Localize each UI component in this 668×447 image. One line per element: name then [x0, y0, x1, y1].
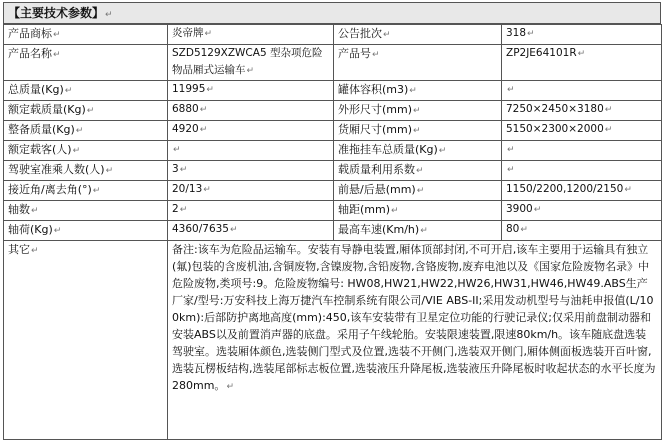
table-row [4, 141, 662, 161]
paragraph-mark-icon: ↵ [75, 126, 84, 136]
table-row-other [4, 241, 662, 440]
spec-label-cell [4, 141, 168, 161]
paragraph-mark-icon: ↵ [372, 50, 380, 60]
paragraph-mark-icon: ↵ [53, 50, 61, 60]
spec-label: 产品名称 [8, 47, 52, 60]
spec-value-cell [168, 101, 334, 121]
spec-value: 5150×2300×2000 [506, 123, 604, 135]
spec-label-cell [334, 81, 502, 101]
paragraph-mark-icon: ↵ [604, 105, 613, 115]
spec-label: 轴距(mm) [338, 203, 391, 216]
paragraph-mark-icon: ↵ [86, 106, 95, 116]
spec-value: 7250×2450×3180 [506, 103, 604, 115]
paragraph-mark-icon: ↵ [173, 145, 181, 155]
spec-value-cell [502, 45, 662, 81]
paragraph-mark-icon: ↵ [204, 29, 213, 39]
spec-value-cell [168, 221, 334, 241]
section-header [3, 2, 661, 24]
spec-value: 80 [506, 223, 520, 235]
table-row [4, 121, 662, 141]
paragraph-mark-icon: ↵ [226, 382, 234, 392]
spec-value: 1150/2200,1200/2150 [506, 183, 624, 195]
paragraph-mark-icon: ↵ [105, 166, 114, 176]
table-row [4, 45, 662, 81]
spec-value: 4920 [172, 123, 199, 135]
table-row [4, 181, 662, 201]
spec-label-cell [334, 45, 502, 81]
spec-value-cell [502, 221, 662, 241]
spec-label-cell [4, 201, 168, 221]
spec-value-cell [502, 101, 662, 121]
spec-label-cell [4, 45, 168, 81]
paragraph-mark-icon: ↵ [64, 86, 73, 96]
paragraph-mark-icon: ↵ [246, 66, 255, 76]
paragraph-mark-icon: ↵ [383, 30, 391, 40]
spec-label: 载质量利用系数 [338, 163, 415, 176]
paragraph-mark-icon: ↵ [420, 226, 428, 236]
spec-value: 2 [172, 203, 179, 215]
spec-label-cell [4, 121, 168, 141]
spec-label-cell [4, 181, 168, 201]
section-title: 【主要技术参数】 [8, 6, 105, 20]
paragraph-mark-icon: ↵ [507, 85, 515, 95]
spec-label-cell [334, 121, 502, 141]
paragraph-mark-icon: ↵ [53, 30, 61, 40]
spec-value-cell [168, 121, 334, 141]
spec-label: 接近角/离去角(°) [8, 183, 92, 196]
spec-label-cell [4, 221, 168, 241]
spec-label: 驾驶室准乘人数(人) [8, 163, 105, 176]
spec-value-cell [502, 141, 662, 161]
spec-value: 炎帝牌 [172, 27, 204, 39]
spec-label: 前悬/后悬(mm) [338, 183, 416, 196]
spec-label-cell [334, 181, 502, 201]
spec-label: 公告批次 [338, 27, 382, 40]
table-row [4, 101, 662, 121]
spec-value-cell [502, 201, 662, 221]
paragraph-mark-icon: ↵ [179, 165, 188, 175]
spec-label-cell [334, 141, 502, 161]
paragraph-mark-icon: ↵ [92, 186, 101, 196]
table-row [4, 161, 662, 181]
spec-label: 轴数 [8, 203, 30, 216]
spec-value: 11995 [172, 83, 206, 95]
paragraph-mark-icon: ↵ [179, 205, 188, 215]
spec-value-cell [502, 81, 662, 101]
spec-label: 货厢尺寸(mm) [338, 123, 413, 136]
spec-value: 20/13 [172, 183, 203, 195]
spec-label: 轴荷(Kg) [8, 223, 53, 236]
table-row [4, 221, 662, 241]
spec-value: ZP2JE64101R [506, 47, 577, 59]
spec-label-cell [4, 81, 168, 101]
paragraph-mark-icon: ↵ [416, 166, 424, 176]
paragraph-mark-icon: ↵ [53, 226, 62, 236]
spec-value-cell [168, 181, 334, 201]
spec-value-cell [502, 121, 662, 141]
spec-value-cell [168, 81, 334, 101]
spec-value: 3900 [506, 203, 533, 215]
spec-value: 6880 [172, 103, 199, 115]
paragraph-mark-icon: ↵ [409, 86, 417, 96]
paragraph-mark-icon: ↵ [391, 206, 399, 216]
paragraph-mark-icon: ↵ [229, 225, 238, 235]
spec-label-cell [334, 25, 502, 45]
spec-label: 额定载质量(Kg) [8, 103, 86, 116]
paragraph-mark-icon: ↵ [199, 125, 208, 135]
paragraph-mark-icon: ↵ [72, 146, 81, 156]
paragraph-mark-icon: ↵ [199, 105, 208, 115]
spec-label-cell [334, 161, 502, 181]
paragraph-mark-icon: ↵ [413, 126, 421, 136]
spec-value-cell [168, 161, 334, 181]
paragraph-mark-icon: ↵ [203, 185, 211, 195]
table-row [4, 81, 662, 101]
spec-value-cell [502, 25, 662, 45]
table-row [4, 25, 662, 45]
other-label-cell: 其它↵ [4, 241, 168, 440]
spec-table [3, 24, 662, 440]
paragraph-mark-icon: ↵ [31, 246, 39, 256]
spec-value-cell [168, 25, 334, 45]
other-notes-cell [168, 241, 662, 440]
spec-label: 罐体容积(m3) [338, 83, 409, 96]
paragraph-mark-icon: ↵ [577, 49, 586, 59]
spec-value: SZD5129XZWCA5 型杂项危险物品厢式运输车 [172, 47, 323, 76]
spec-value: 4360/7635 [172, 223, 229, 235]
spec-value: 318 [506, 27, 527, 39]
spec-label: 外形尺寸(mm) [338, 103, 413, 116]
paragraph-mark-icon: ↵ [604, 125, 613, 135]
paragraph-mark-icon: ↵ [507, 165, 515, 175]
table-row [4, 201, 662, 221]
spec-label-cell [4, 25, 168, 45]
spec-label: 最高车速(Km/h) [338, 223, 420, 236]
paragraph-mark-icon: ↵ [533, 205, 542, 215]
spec-label-cell [334, 201, 502, 221]
spec-label: 准拖挂车总质量(Kg) [338, 143, 438, 156]
spec-label-cell [4, 101, 168, 121]
paragraph-mark-icon: ↵ [206, 85, 214, 95]
spec-value-cell [502, 181, 662, 201]
paragraph-mark-icon: ↵ [624, 185, 632, 195]
spec-label: 额定载客(人) [8, 143, 72, 156]
paragraph-mark-icon: ↵ [507, 145, 515, 155]
paragraph-mark-icon: ↵ [520, 225, 528, 235]
paragraph-mark-icon: ↵ [105, 10, 113, 20]
paragraph-mark-icon: ↵ [413, 106, 421, 116]
notes-text: 备注:该车为危险品运输车。安装有导静电装置,厢体顶部封闭,不可开启,该车主要用于运输具有独立(氟)包装的含废机油,含铜废物,含镍废物,含铅废物,含铬废物,废弃电池以及《国家危险废物名录》中危险废物,类项号:9。危险废物编号: HW08,HW21,HW22,HW26,HW31,HW46,HW49.ABS生产厂家/型号:万安科技上海万捷汽车控制系统有限公司/VIE ABS-II;采用发动机型号与油耗申报值(L/100km):后部防护离地高度(mm):450,该车安装带有卫星定位功能的行驶记录仪;仅采用前盘制动器和安装ABS以及前置消声器的底盘。采用子午线轮胎。安装限速装置,限速80km/h。该车随底盘选装驾驶室。选装厢体颜色,选装侧门型式及位置,选装不开侧门,选装双开侧门,厢体侧面板选装开百叶窗,选装瓦楞板结构,选装尾部标志板位置,选装液压升降尾板,选装液压升降尾板时收起状态的水平长度为280mm。 [172, 243, 656, 392]
spec-label: 总质量(Kg) [8, 83, 64, 96]
spec-value-cell [502, 161, 662, 181]
spec-label-cell [4, 161, 168, 181]
paragraph-mark-icon: ↵ [527, 29, 535, 39]
spec-value: 3 [172, 163, 179, 175]
spec-label: 产品商标 [8, 27, 52, 40]
spec-label-cell [334, 221, 502, 241]
paragraph-mark-icon: ↵ [31, 206, 39, 216]
spec-label-cell [334, 101, 502, 121]
spec-value-cell [168, 141, 334, 161]
paragraph-mark-icon: ↵ [438, 146, 447, 156]
spec-label: 整备质量(Kg) [8, 123, 75, 136]
paragraph-mark-icon: ↵ [416, 186, 425, 196]
spec-label: 产品号 [338, 47, 371, 60]
spec-value-cell [168, 201, 334, 221]
spec-value-cell [168, 45, 334, 81]
